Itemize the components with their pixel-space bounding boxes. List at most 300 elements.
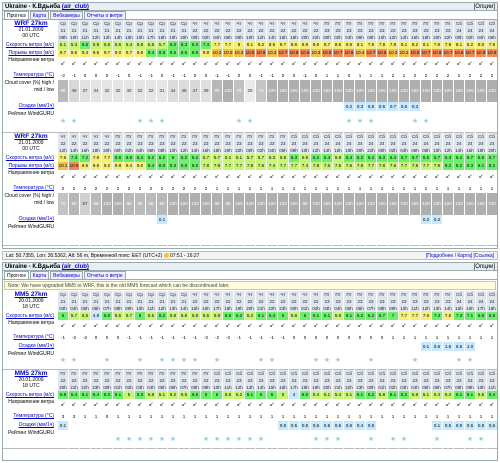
cell-speed: 6.1 [113,391,124,399]
row-label-temp[interactable]: Температура (°C) [13,413,54,419]
cell-precip [58,102,69,111]
row-label-speed[interactable]: Скорость ветра (м/с) [5,313,54,319]
row-date [58,27,498,34]
cell-hour: 02h [311,305,322,312]
cell-cloud: 100 [377,80,388,102]
cell-precip [201,421,212,430]
cell-hour: 12h [58,147,69,154]
cell-precip [212,102,223,111]
cell-day: Пт [135,370,146,377]
rating-star-icon [256,224,267,246]
rating-star-icon [58,224,69,246]
cell-speed: 5.6 [179,312,190,320]
cell-hour: 15h [124,34,135,41]
cell-date: 23 [443,377,454,384]
cell-speed: 8.1 [245,41,256,49]
cell-temp: 1 [267,184,278,193]
cell-temp: 1 [300,412,311,421]
rating-star-icon [432,111,443,133]
details-links[interactable]: [Подробнее / Карта] [Ссылка] [425,253,494,259]
cell-speed: 8.2 [410,41,421,49]
cell-temp: 1 [344,412,355,421]
options-link[interactable]: [Опции] [473,4,495,10]
wind-direction-arrow-icon: ↙ [388,399,399,412]
cell-hour: 02h [256,147,267,154]
cell-gusts: 10.0 [223,50,233,55]
cell-day: Пт [267,133,278,140]
cell-date: 24 [465,27,476,34]
row-label-rating: Рейтинг WindGURU [8,430,54,436]
cell-temp: 1 [124,412,135,421]
cell-date: 21 [69,27,80,34]
tab-webcams[interactable]: Вебкамеры [50,11,83,19]
row-label-temp[interactable]: Температура (°C) [13,334,54,340]
cell-temp: 1 [399,333,410,342]
cell-speed: 6.2 [366,391,377,399]
cell-date: 23 [212,140,223,147]
cell-day: Сб [344,370,355,377]
cell-speed: 6 [201,391,212,399]
cell-speed: 5.5 [179,391,190,399]
cell-date: 22 [190,298,201,305]
wind-direction-arrow-icon: ↙ [168,57,179,71]
row-hour [58,147,498,154]
cell-speed: 5.5 [223,391,234,399]
cell-speed: 6.4 [344,154,355,162]
cell-precip: 0.7 [388,102,399,111]
cell-day: Чт [300,20,311,27]
cell-speed: 8.1 [399,41,410,49]
model-title-link[interactable]: MM5 27km [14,370,48,377]
cell-gusts: 7.6 [344,162,355,170]
cell-cloud: 32 [135,80,146,102]
wind-direction-arrow-icon: ↙ [377,57,388,71]
cell-gusts: 10.9 [476,50,486,55]
row-day [58,370,498,377]
cell-day: Пт [124,370,135,377]
model-title-link[interactable]: WRF 27km [14,20,48,27]
rating-star-icon: ★ [234,111,245,133]
cell-date: 24 [432,140,443,147]
club-link[interactable]: (air_club) [61,4,89,10]
cell-cloud: 100 [476,80,487,102]
row-label-speed[interactable]: Скорость ветра (м/с) [5,392,54,398]
rating-star-icon [267,430,278,449]
cell-day: Ср [135,20,146,27]
row-label-temp[interactable]: Температура (°C) [13,185,54,191]
cell-cloud: 100 [289,80,300,102]
cell-precip: 0.1 [157,215,168,224]
cell-precip [366,215,377,224]
rating-star-icon [179,111,190,133]
cell-date: 23 [344,298,355,305]
cell-date: 23 [245,377,256,384]
rating-star-icon [388,351,399,370]
cell-day: Чт [267,20,278,27]
cell-precip [454,102,465,111]
cell-gusts: 7.7 [366,162,377,170]
cell-speed: 6.4 [267,312,278,320]
rating-star-icon [300,111,311,133]
rating-star-icon [113,351,124,370]
cell-precip: 0.4 [355,421,366,430]
wind-direction-arrow-icon: ↙ [289,57,300,71]
model-title-link[interactable]: WRF 27km [14,133,48,140]
cell-hour: 00h [454,34,465,41]
cell-temp: 2 [146,184,157,193]
rating-star-icon [300,224,311,246]
cell-hour: 11h [410,305,421,312]
cell-date: 23 [333,27,344,34]
cell-hour: 09h [124,305,135,312]
wind-direction-arrow-icon: ↙ [179,170,190,184]
wind-direction-arrow-icon: ↙ [388,320,399,333]
cell-speed: 6 [267,391,278,399]
row-label-precip[interactable]: Осадки (мм/1ч) [18,422,54,428]
cell-date: 23 [212,377,223,384]
wind-direction-arrow-icon: ↙ [157,170,168,184]
cell-speed: 8.1 [355,41,366,49]
wind-direction-arrow-icon: ↙ [366,57,377,71]
cell-precip [223,215,234,224]
wind-direction-arrow-icon: ↙ [399,399,410,412]
row-label-precip[interactable]: Осадки (мм/1ч) [18,103,54,109]
cell-temp: 2 [201,184,212,193]
row-label-speed[interactable]: Скорость ветра (м/с) [5,42,54,48]
cell-speed: 6.1 [80,391,91,399]
tab-webcams-bottom[interactable]: Вебкамеры [50,271,83,279]
cell-day: Чт [311,20,322,27]
cell-date: 22 [146,377,157,384]
cell-day: Чт [91,133,102,140]
cell-temp: 1 [476,412,487,421]
row-label-precip[interactable]: Осадки (мм/1ч) [18,216,54,222]
rating-star-icon [267,111,278,133]
rating-star-icon [289,430,300,449]
wind-direction-arrow-icon: ↙ [124,170,135,184]
cell-precip [168,102,179,111]
cell-precip [465,102,476,111]
cell-day: Сб [267,370,278,377]
cell-temp: 1 [212,184,223,193]
rating-star-icon [168,224,179,246]
wind-direction-arrow-icon: ↙ [234,320,245,333]
cell-precip [476,215,487,224]
cell-precip [157,421,168,430]
cell-date: 23 [487,377,498,384]
rating-star-icon: ★ [432,430,443,449]
row-temp [58,184,498,193]
row-label-temp[interactable]: Температура (°C) [13,72,54,78]
cell-precip [399,342,410,351]
cell-date: 23 [201,140,212,147]
cell-cloud: 100 [113,193,124,215]
tab-forecast-bottom[interactable]: Прогноз [4,271,29,279]
cell-precip [245,421,256,430]
rating-star-icon [322,111,333,133]
cell-hour: 18h [212,147,223,154]
cell-day: Пт [377,20,388,27]
cell-date: 22 [267,27,278,34]
cell-day: Чт [256,291,267,298]
cell-date: 22 [267,298,278,305]
cell-temp: -1 [190,333,201,342]
cell-cloud: 100 [410,193,421,215]
cell-day: Пт [245,133,256,140]
rating-star-icon [410,430,421,449]
cell-temp: -1 [58,333,69,342]
cell-day: Чт [223,20,234,27]
cell-speed: 5.9 [278,154,289,162]
rating-star-icon [146,351,157,370]
row-label-gusts[interactable]: Порывы ветра (м/с) [8,50,54,56]
cell-date: 23 [410,27,421,34]
wind-direction-arrow-icon: ↙ [465,170,476,184]
cell-day: Чт [190,20,201,27]
cell-day: Ср [113,291,124,298]
rating-star-icon [289,224,300,246]
wind-direction-arrow-icon: ↙ [278,320,289,333]
wind-direction-arrow-icon: ↙ [102,399,113,412]
cell-day: Ср [179,291,190,298]
cell-precip: 0.3 [410,102,421,111]
wind-direction-arrow-icon: ↙ [113,170,124,184]
rating-star-icon [388,111,399,133]
cell-cloud: 37 [80,80,91,102]
cell-day: Ср [124,291,135,298]
cell-date: 23 [421,377,432,384]
cell-cloud: 100 [454,80,465,102]
cell-temp: 2 [388,71,399,80]
rating-star-icon [201,224,212,246]
cell-hour: 07h [366,305,377,312]
cell-precip [80,421,91,430]
rating-star-icon: ★ [256,351,267,370]
cell-temp: 2 [168,184,179,193]
row-label-speed[interactable]: Скорость ветра (м/с) [5,155,54,161]
wind-direction-arrow-icon: ↙ [366,320,377,333]
cell-precip [80,342,91,351]
wind-direction-arrow-icon: ↙ [322,320,333,333]
tab-map-bottom[interactable]: Карта [30,271,49,279]
cell-cloud: 100 [366,80,377,102]
options-link-bottom[interactable]: [Опции] [473,264,495,270]
cell-gusts: 9.6 [91,49,102,57]
cell-cloud: 90 [212,80,223,102]
cell-cloud: 47 [190,80,201,102]
cell-temp: 1 [421,412,432,421]
cell-date: 22 [80,377,91,384]
cell-precip [443,102,454,111]
cell-cloud: 57 [80,193,91,215]
cell-date: 23 [377,377,388,384]
cell-date: 24 [465,140,476,147]
rating-star-icon [146,224,157,246]
cell-gusts: 8.8 [190,49,201,57]
rating-star-icon [91,351,102,370]
cell-precip [234,102,245,111]
rating-star-icon: ★ [476,430,487,449]
cell-cloud: 100 [322,80,333,102]
cell-speed: 4.9 [91,312,102,320]
row-speed [58,391,498,399]
cell-speed: 7.9 [487,41,498,49]
cell-day: Ср [157,291,168,298]
cell-temp: 0 [102,333,113,342]
cell-speed: 6.4 [91,391,102,399]
cell-temp: -1 [113,71,124,80]
cell-cloud: 90 [69,193,80,215]
cell-speed: 5.4 [311,391,322,399]
cell-temp: -1 [146,333,157,342]
cell-hour: 20h [432,34,443,41]
wind-direction-arrow-icon: ↙ [157,57,168,71]
cell-day: Сб [465,370,476,377]
cell-hour: 14h [454,147,465,154]
cell-gusts: 10.2 [399,50,409,55]
cell-precip [311,215,322,224]
cell-date: 23 [476,377,487,384]
wind-direction-arrow-icon: ↙ [399,170,410,184]
cell-hour: 12h [91,34,102,41]
model-run-time: 18 UTC [22,383,40,389]
cell-cloud: 100 [278,193,289,215]
cell-temp: 1 [366,412,377,421]
cell-temp: -1 [267,71,278,80]
cell-precip [146,102,157,111]
cell-speed: 8.1 [454,41,465,49]
wind-direction-arrow-icon: ↙ [157,320,168,333]
model-run-date: 21.01.2009 [18,140,44,146]
cell-gusts: 8.5 [179,162,190,170]
cell-date: 22 [212,27,223,34]
cell-hour: 03h [399,384,410,391]
cell-temp: 1 [388,412,399,421]
cell-speed: 6.0 [300,391,311,399]
rating-star-icon: ★ [113,430,124,449]
rating-star-icon [190,111,201,133]
cell-hour: 03h [135,384,146,391]
cell-hour: 06h [410,147,421,154]
model-name [5,292,57,310]
club-link-bottom[interactable]: (air_club) [61,264,89,270]
wind-direction-arrow-icon: ↙ [223,399,234,412]
rating-star-icon [487,430,498,449]
tab-reports[interactable]: Отчеты о ветре [84,11,126,19]
cell-hour: 14h [322,147,333,154]
cell-day: Пт [58,370,69,377]
wind-direction-arrow-icon: ↙ [223,320,234,333]
row-label-gusts[interactable]: Порывы ветра (м/с) [8,163,54,169]
cell-gusts: 7.8 [410,162,421,170]
cell-speed: 8.6 [344,41,355,49]
rating-star-icon [355,430,366,449]
cell-day: Пт [333,20,344,27]
cell-day: Пт [377,291,388,298]
rating-star-icon [91,111,102,133]
rating-star-icon [256,111,267,133]
cell-temp: 1 [80,412,91,421]
cell-day: Чт [58,133,69,140]
rating-star-icon [355,224,366,246]
cell-cloud: 100 [388,193,399,215]
cell-speed: 7.3 [69,154,80,162]
cell-speed: 5.9 [410,391,421,399]
cell-speed: 8.2 [465,41,476,49]
wind-direction-arrow-icon: ↙ [322,57,333,71]
cell-gusts: 10.3 [234,50,244,55]
cell-temp: 1 [388,333,399,342]
wind-direction-arrow-icon: ↙ [135,320,146,333]
cell-hour: 02h [201,34,212,41]
cell-hour: 22h [366,147,377,154]
cell-hour: 21h [256,305,267,312]
cell-date: 23 [190,140,201,147]
wind-direction-arrow-icon: ↙ [432,320,443,333]
cell-day: Пт [113,370,124,377]
row-temp [58,333,498,342]
cell-date: 22 [179,377,190,384]
tab-reports-bottom[interactable]: Отчеты о ветре [84,271,126,279]
cell-cloud: 100 [322,193,333,215]
cell-date: 21 [58,27,69,34]
cell-speed: 6.1 [388,391,399,399]
wind-direction-arrow-icon: ↙ [212,320,223,333]
cell-hour: 18h [223,305,234,312]
cell-day: Сб [443,133,454,140]
cell-temp: 1 [487,184,498,193]
cell-gusts: 8.6 [179,49,190,57]
rating-star-icon: ★ [366,351,377,370]
cell-hour: 16h [410,34,421,41]
cell-date: 21 [179,298,190,305]
cell-precip: 0.5 [322,421,333,430]
cell-day: Сб [355,133,366,140]
cell-temp: 2 [190,184,201,193]
wind-direction-arrow-icon: ↙ [212,57,223,71]
cell-speed: 6.0 [168,41,179,49]
cell-date: 23 [399,298,410,305]
cell-date: 23 [432,27,443,34]
cell-date: 23 [366,298,377,305]
cell-day: Сб [333,133,344,140]
cell-precip [179,215,190,224]
cell-cloud: 78 [234,80,245,102]
cell-precip [289,102,300,111]
row-label-precip[interactable]: Осадки (мм/1ч) [18,343,54,349]
cell-hour: 09h [201,384,212,391]
cell-hour: 07h [102,305,113,312]
cell-speed: 6.6 [102,312,113,320]
cell-temp: -2 [223,333,234,342]
tab-forecast[interactable]: Прогноз [4,11,29,19]
rating-star-icon [454,430,465,449]
cell-date: 22 [245,298,256,305]
cell-day: Сб [410,370,421,377]
cell-precip [355,215,366,224]
cell-temp: 2 [157,184,168,193]
tab-map[interactable]: Карта [30,11,49,19]
cell-date: 23 [355,27,366,34]
cell-date: 23 [278,377,289,384]
cell-day: Сб [465,133,476,140]
cell-temp: -2 [69,333,80,342]
cell-gusts: 8.6 [190,162,201,170]
model-title-link[interactable]: MM5 27km [14,291,48,298]
cell-hour: 15h [190,305,201,312]
cell-precip [168,215,179,224]
cell-date: 21 [146,27,157,34]
